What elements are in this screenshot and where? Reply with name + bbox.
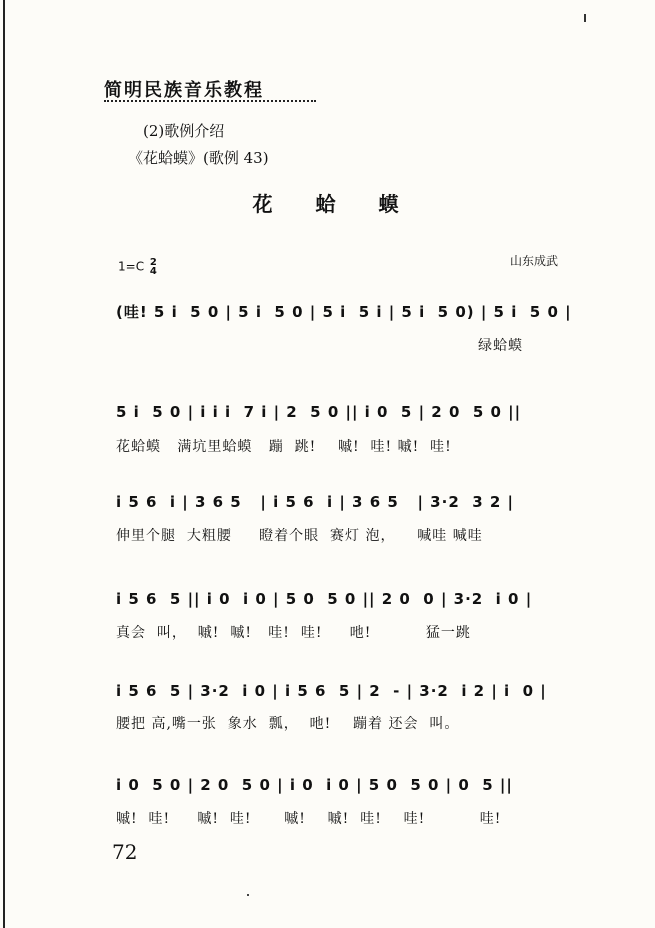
score-line-3-notes: i 5 6 i | 3 6 5 | i 5 6 i | 3 6 5 | 3·2 3 2 | xyxy=(116,493,514,511)
page-edge-line xyxy=(3,0,5,928)
score-line-5-lyrics: 腰把 高,嘴一张 象水 瓢， 吔! 蹦着 还会 叫。 xyxy=(116,716,460,732)
score-line-1-notes: (哇! 5 i 5 0 | 5 i 5 0 | 5 i 5 i | 5 i 5 0) | 5 i 5 0 | xyxy=(116,303,572,321)
score-line-3-lyrics: 伸里个腿 大粗腰 瞪着个眼 赛灯 泡， 喊哇 喊哇 xyxy=(116,528,483,544)
section-heading: (2)歌例介绍 xyxy=(143,122,225,140)
running-head-rule xyxy=(104,100,316,102)
corner-mark xyxy=(584,14,586,22)
time-sig-top: 2 xyxy=(149,257,157,268)
score-line-4-lyrics: 真会 叫， 嘁! 嘁! 哇! 哇! 吔! 猛一跳 xyxy=(116,625,471,641)
score-line-6-notes: i 0 5 0 | 2 0 5 0 | i 0 i 0 | 5 0 5 0 | 0 5 || xyxy=(116,776,513,794)
time-signature xyxy=(150,258,157,276)
time-sig-bottom: 4 xyxy=(149,266,157,277)
scan-speck xyxy=(247,894,249,896)
score-line-4-notes: i 5 6 5 || i 0 i 0 | 5 0 5 0 || 2 0 0 | 3·2 i 0 | xyxy=(116,590,533,608)
key-signature xyxy=(118,258,157,276)
key-label: 1=C xyxy=(118,259,145,274)
score-line-2-notes: 5 i 5 0 | i i i 7 i | 2 5 0 || i 0 5 | 2 0 5 0 || xyxy=(116,403,522,421)
song-title: 花 蛤 蟆 xyxy=(252,192,417,216)
composer-origin: 山东成武 xyxy=(510,254,559,268)
example-label: 《花蛤蟆》(歌例 43) xyxy=(128,149,269,167)
running-head: 简明民族音乐教程 xyxy=(104,80,264,101)
score-line-1-lyrics: 绿蛤蟆 xyxy=(478,338,523,354)
score-line-2-lyrics: 花蛤蟆 满坑里蛤蟆 蹦 跳! 嘁! 哇! 嘁! 哇! xyxy=(116,439,452,455)
score-line-6-lyrics: 嘁! 哇! 嘁! 哇! 嘁! 嘁! 哇! 哇! 哇! xyxy=(116,811,502,827)
score-line-5-notes: i 5 6 5 | 3·2 i 0 | i 5 6 5 | 2 - | 3·2 i 2 | i 0 | xyxy=(116,682,547,700)
page-number: 72 xyxy=(112,840,138,864)
